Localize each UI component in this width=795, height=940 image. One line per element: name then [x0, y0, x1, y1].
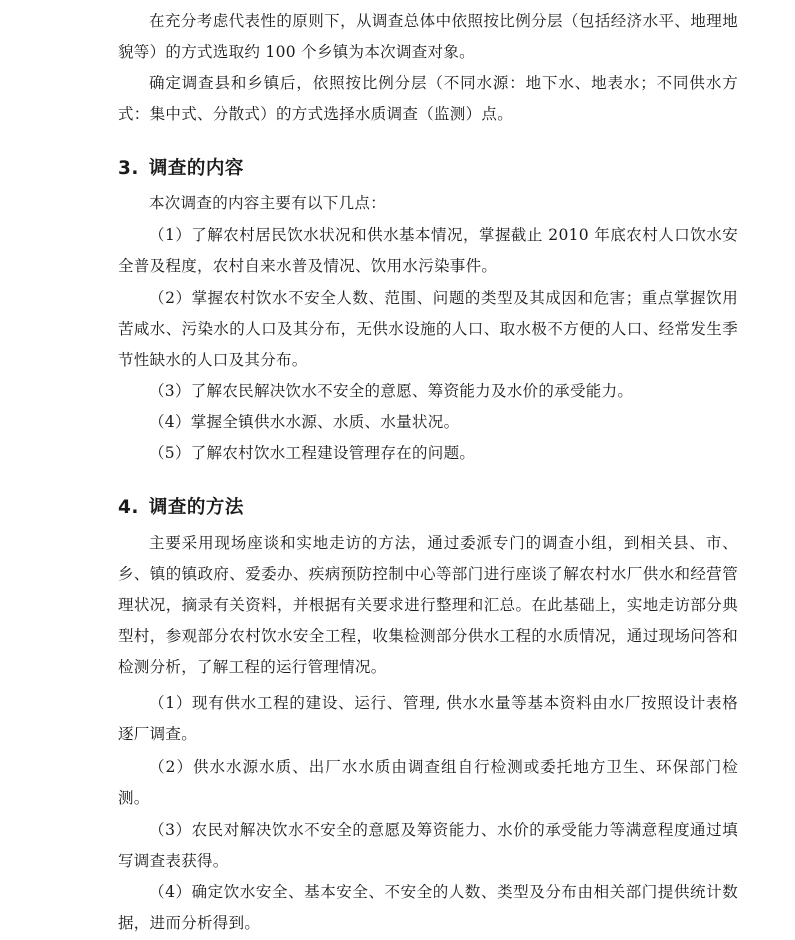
section-4-heading [118, 494, 244, 522]
section-3-item-2: （2）掌握农村饮水不安全人数、范围、问题的类型及其成因和危害；重点掌握饮用苦咸水、污染水的人口及其分布，无供水设施的人口、取水极不方便的人口、经常发生季节性缺水的人口及其分布。 [118, 289, 738, 369]
section-3-number: 3. [118, 158, 139, 179]
section-3-item-5: （5）了解农村饮水工程建设管理存在的问题。 [149, 444, 476, 462]
section-3-lead: 本次调查的内容主要有以下几点： [149, 194, 387, 212]
section-4-item-1: （1）现有供水工程的建设、运行、管理, 供水水量等基本资料由水厂按照设计表格逐厂调查。 [118, 694, 738, 743]
section-4-item-3: （3）农民对解决饮水不安全的意愿及筹资能力、水价的承受能力等满意程度通过填写调查表获得。 [118, 821, 738, 870]
intro-paragraph-2: 确定调查县和乡镇后，依照按比例分层（不同水源：地下水、地表水；不同供水方式：集中式、分散式）的方式选择水质调查（监测）点。 [118, 74, 738, 123]
section-4-item-2: （2）供水水源水质、出厂水水质由调查组自行检测或委托地方卫生、环保部门检测。 [118, 758, 738, 807]
section-3-title: 调查的内容 [148, 158, 244, 179]
section-4-item-4: （4）确定饮水安全、基本安全、不安全的人数、类型及分布由相关部门提供统计数据，进而分析得到。 [118, 883, 738, 932]
section-4-title: 调查的方法 [148, 497, 244, 518]
intro-paragraph-1: 在充分考虑代表性的原则下，从调查总体中依照按比例分层（包括经济水平、地理地貌等）的方式选取约 100 个乡镇为本次调查对象。 [118, 12, 738, 61]
section-3-heading [118, 155, 244, 183]
section-4-lead: 主要采用现场座谈和实地走访的方法，通过委派专门的调查小组，到相关县、市、乡、镇的镇政府、爱委办、疾病预防控制中心等部门进行座谈了解农村水厂供水和经营管理状况，摘录有关资料，并根据有关要求进行整理和汇总。在此基础上，实地走访部分典型村，参观部分农村饮水安全工程，收集检测部分供水工程的水质情况，通过现场问答和检测分析，了解工程的运行管理情况。 [118, 534, 738, 676]
section-3-item-3: （3）了解农民解决饮水不安全的意愿、筹资能力及水价的承受能力。 [149, 382, 634, 400]
section-4-number: 4. [118, 497, 139, 518]
section-3-item-1: （1）了解农村居民饮水状况和供水基本情况，掌握截止 2010 年底农村人口饮水安全普及程度，农村自来水普及情况、饮用水污染事件。 [118, 226, 738, 275]
section-3-item-4: （4）掌握全镇供水水源、水质、水量状况。 [149, 413, 460, 431]
